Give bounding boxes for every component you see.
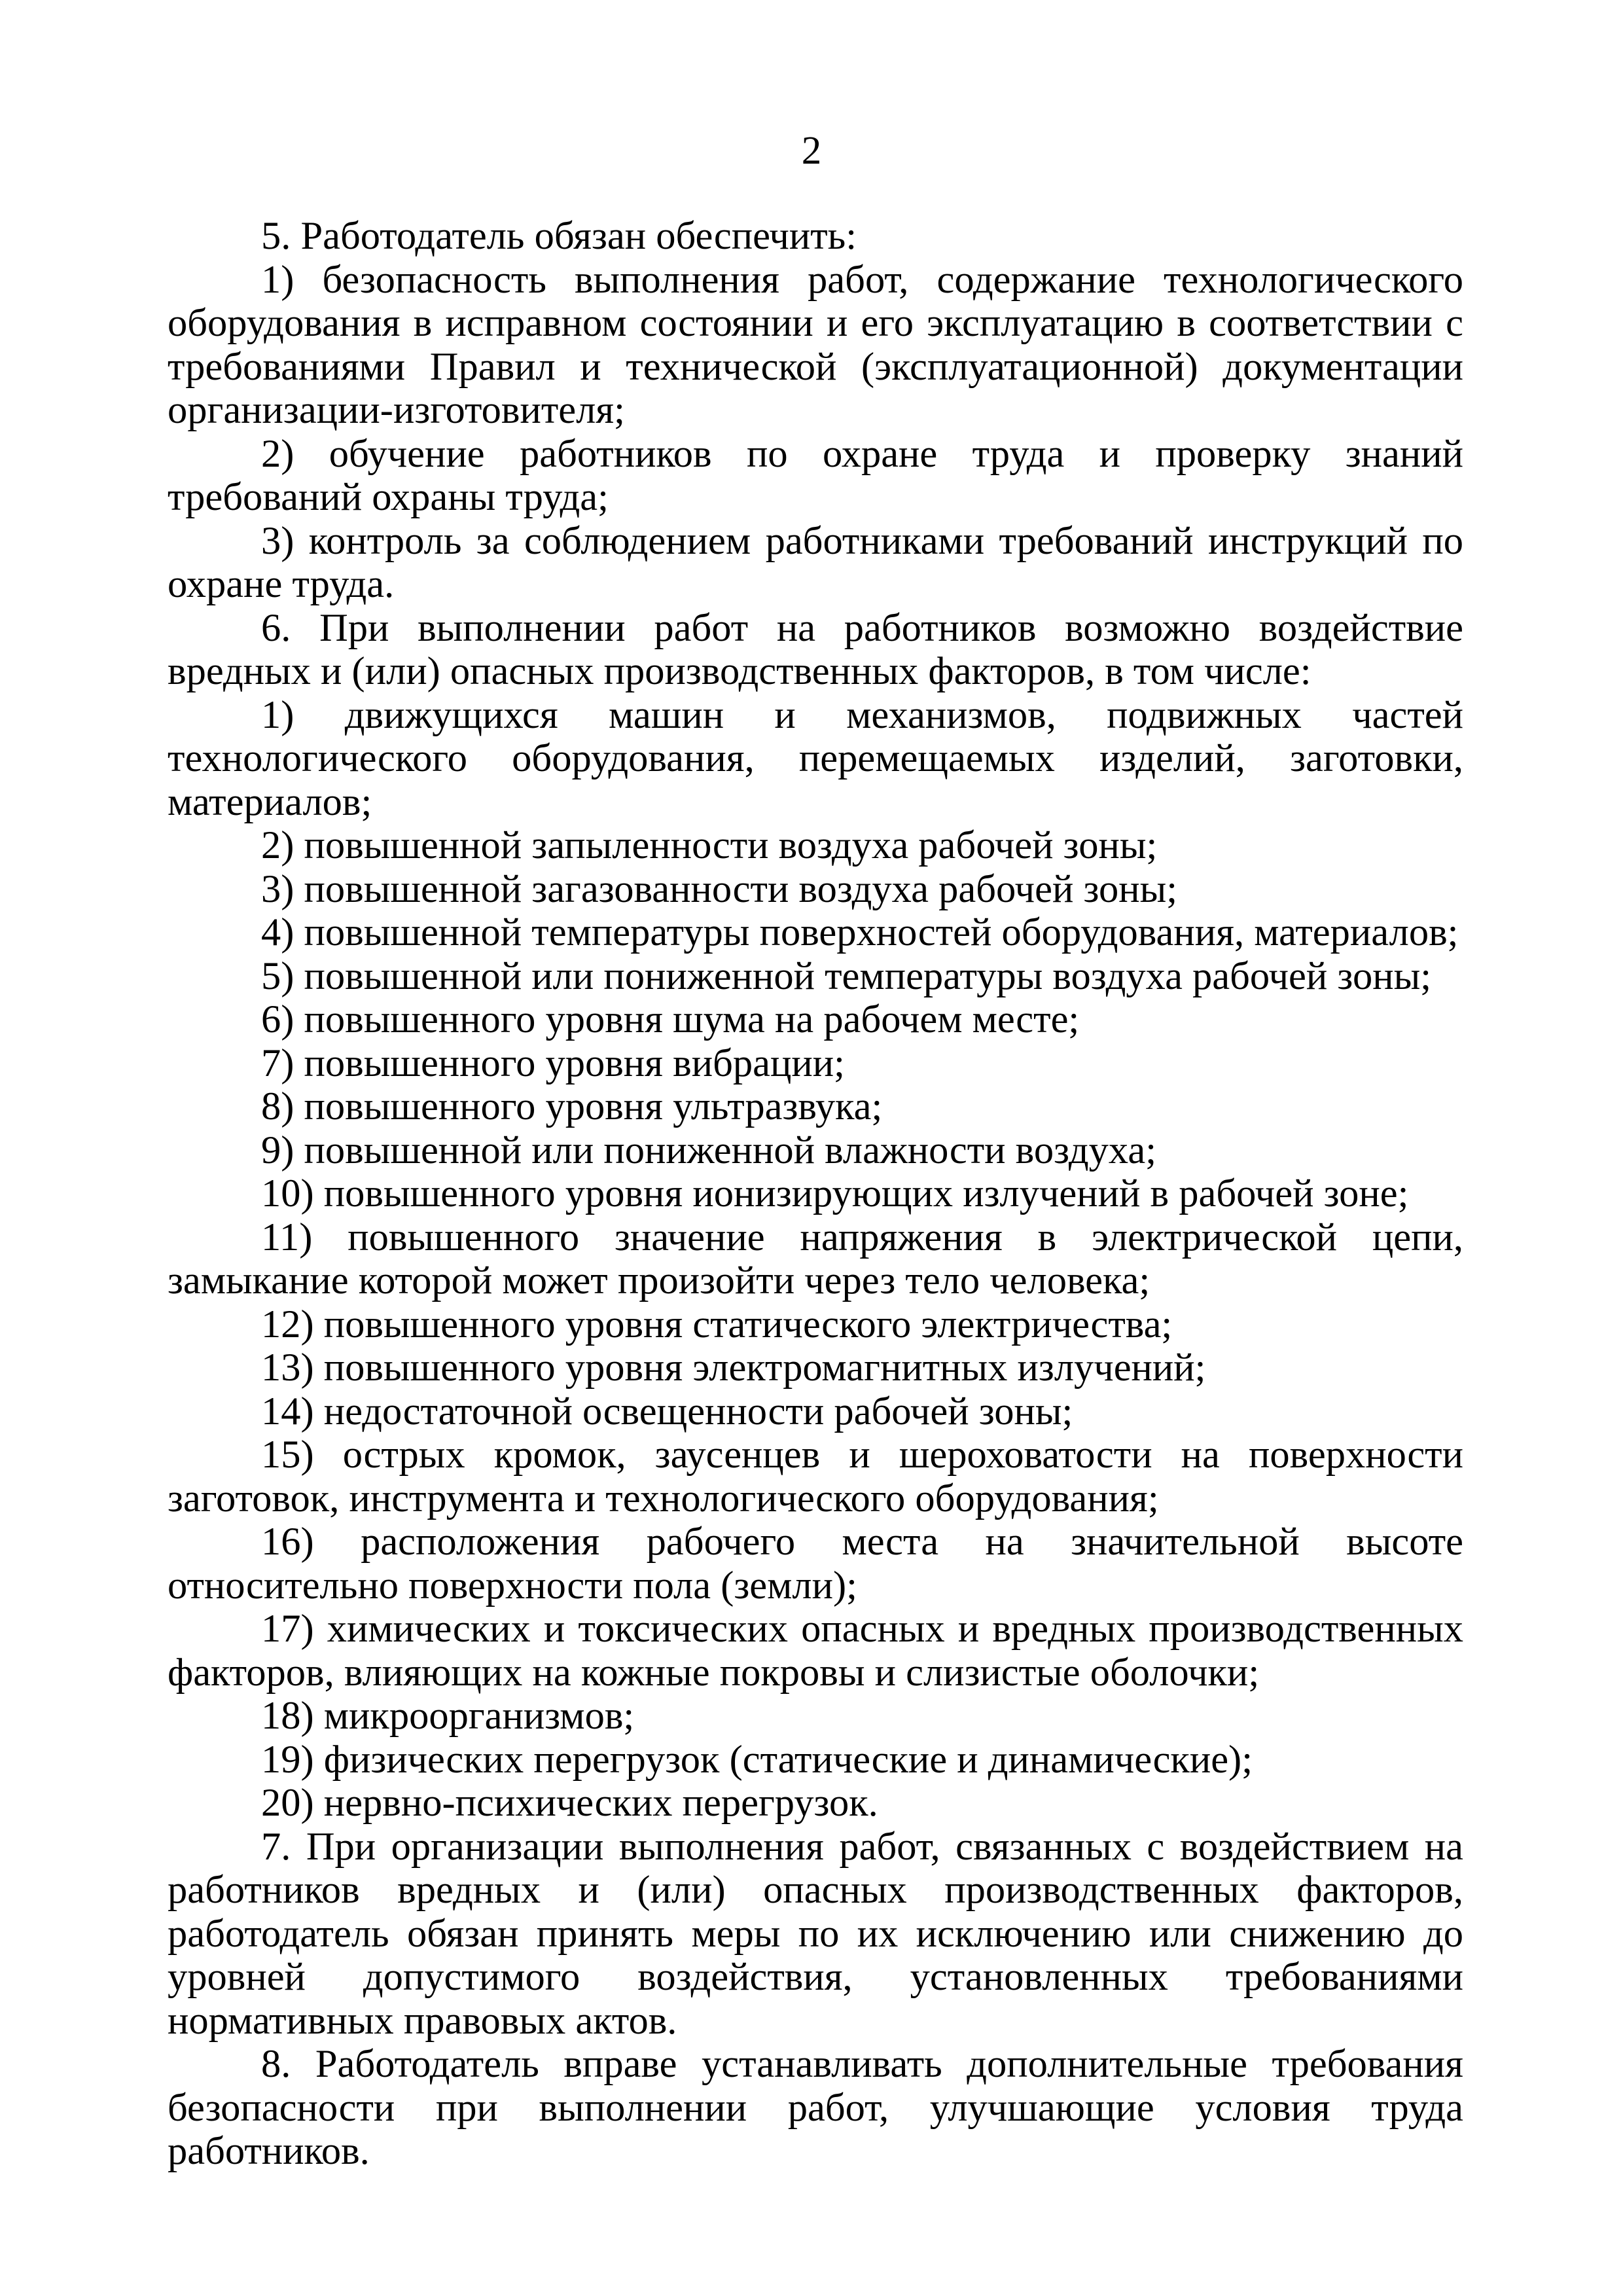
paragraph-item-5-heading: 5. Работодатель обязан обеспечить: <box>261 214 857 258</box>
paragraph-item-6-9: 9) повышенной или пониженной влажности воздуха; <box>261 1128 1157 1172</box>
paragraph-item-6-19: 19) физических перегрузок (статические и динамические); <box>261 1737 1253 1782</box>
paragraph-item-6-11: 11) повышенного значение напряжения в электрической цепи, замыкание которой может произойти через тело человека; <box>168 1215 1463 1302</box>
paragraph-item-6-heading: 6. При выполнении работ на работников возможно воздействие вредных и (или) опасных производственных факторов, в том числе: <box>168 605 1463 693</box>
document-body <box>168 215 1463 2174</box>
paragraph-item-6-15: 15) острых кромок, заусенцев и шероховатости на поверхности заготовок, инструмента и технологического оборудования; <box>168 1433 1463 1520</box>
paragraph-item-6-4: 4) повышенной температуры поверхностей оборудования, материалов; <box>261 910 1459 954</box>
paragraph-item-6-16: 16) расположения рабочего места на значительной высоте относительно поверхности пола (земли); <box>168 1520 1463 1607</box>
paragraph-item-6-3: 3) повышенной загазованности воздуха рабочей зоны; <box>261 867 1178 911</box>
paragraph-item-6-2: 2) повышенной запыленности воздуха рабочей зоны; <box>261 823 1158 867</box>
paragraph-item-6-14: 14) недостаточной освещенности рабочей зоны; <box>261 1389 1073 1433</box>
paragraph-item-6-5: 5) повышенной или пониженной температуры воздуха рабочей зоны; <box>261 954 1432 998</box>
paragraph-item-7: 7. При организации выполнения работ, связанных с воздействием на работников вредных и (или) опасных производственных факторов, работодатель обязан принять меры по их исключению или снижению до уровней допустимого воздействия, установленных требованиями нормативных правовых актов. <box>168 1824 1463 2043</box>
paragraph-item-6-7: 7) повышенного уровня вибрации; <box>261 1041 845 1085</box>
paragraph-item-6-12: 12) повышенного уровня статического электричества; <box>261 1302 1173 1346</box>
page-number: 2 <box>801 129 822 173</box>
paragraph-item-6-1: 1) движущихся машин и механизмов, подвижных частей технологического оборудования, перемещаемых изделий, заготовки, материалов; <box>168 692 1463 824</box>
paragraph-item-8: 8. Работодатель вправе устанавливать дополнительные требования безопасности при выполнении работ, улучшающие условия труда работников. <box>168 2042 1463 2173</box>
paragraph-item-5-3: 3) контроль за соблюдением работниками требований инструкций по охране труда. <box>168 518 1463 606</box>
paragraph-item-6-6: 6) повышенного уровня шума на рабочем месте; <box>261 997 1080 1041</box>
paragraph-item-6-17: 17) химических и токсических опасных и вредных производственных факторов, влияющих на кожные покровы и слизистые оболочки; <box>168 1607 1463 1695</box>
paragraph-item-5-2: 2) обучение работников по охране труда и проверку знаний требований охраны труда; <box>168 431 1463 519</box>
paragraph-item-6-10: 10) повышенного уровня ионизирующих излучений в рабочей зоне; <box>261 1172 1409 1215</box>
paragraph-item-6-13: 13) повышенного уровня электромагнитных излучений; <box>261 1346 1206 1390</box>
paragraph-item-5-1: 1) безопасность выполнения работ, содержание технологического оборудования в исправном состоянии и его эксплуатацию в соответствии с требованиями Правил и технической (эксплуатационной) документации организации-изготовителя; <box>168 257 1463 432</box>
paragraph-item-6-18: 18) микроорганизмов; <box>261 1694 635 1738</box>
paragraph-item-6-8: 8) повышенного уровня ультразвука; <box>261 1085 883 1128</box>
paragraph-item-6-20: 20) нервно-психических перегрузок. <box>261 1781 878 1825</box>
